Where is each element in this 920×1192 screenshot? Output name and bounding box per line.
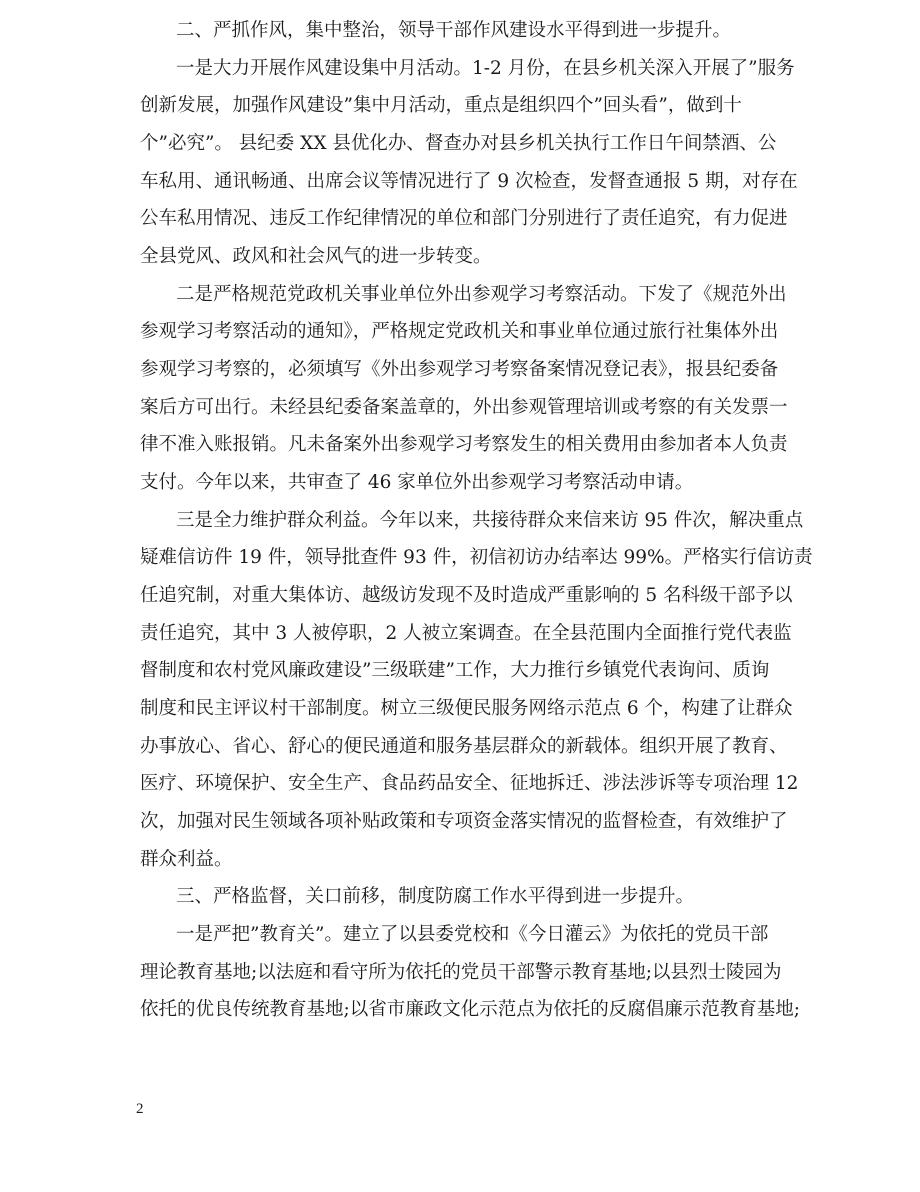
paragraph-line: 群众利益。 bbox=[140, 849, 233, 870]
paragraph-line: 三是全力维护群众利益。今年以来，共接待群众来信来访 95 件次，解决重点 bbox=[176, 510, 804, 531]
paragraph-line: 律不准入账报销。凡未备案外出参观学习考察发生的相关费用由参加者本人负责 bbox=[140, 434, 788, 455]
paragraph-line: 责任追究，其中 3 人被停职，2 人被立案调查。在全县范围内全面推行党代表监 bbox=[140, 623, 792, 644]
section-heading: 二、严抓作风，集中整治，领导干部作风建设水平得到进一步提升。 bbox=[176, 20, 732, 41]
page-number: 2 bbox=[136, 1101, 144, 1117]
paragraph-line: 车私用、通讯畅通、出席会议等情况进行了 9 次检查，发督查通报 5 期，对存在 bbox=[140, 171, 798, 192]
section-heading: 三、严格监督，关口前移，制度防腐工作水平得到进一步提升。 bbox=[176, 886, 695, 907]
paragraph-line: 全县党风、政风和社会风气的进一步转变。 bbox=[140, 246, 492, 267]
paragraph-line: 理论教育基地;以法庭和看守所为依托的党员干部警示教育基地;以县烈士陵园为 bbox=[140, 962, 782, 983]
paragraph-line: 创新发展，加强作风建设”集中月活动，重点是组织四个”回头看”，做到十 bbox=[140, 95, 742, 116]
paragraph-line: 参观学习考察的，必须填写《外出参观学习考察备案情况登记表》，报县纪委备 bbox=[140, 359, 779, 380]
paragraph-line: 公车私用情况、违反工作纪律情况的单位和部门分别进行了责任追究，有力促进 bbox=[140, 208, 788, 229]
paragraph-line: 医疗、环境保护、安全生产、食品药品安全、征地拆迁、涉法涉诉等专项治理 12 bbox=[140, 773, 799, 794]
paragraph-line: 任追究制，对重大集体访、越级访发现不及时造成严重影响的 5 名科级干部予以 bbox=[140, 585, 793, 606]
paragraph-line: 督制度和农村党风廉政建设”三级联建”工作，大力推行乡镇党代表询问、质询 bbox=[140, 660, 770, 681]
paragraph-line: 疑难信访件 19 件，领导批查件 93 件，初信初访办结率达 99%。严格实行信访责 bbox=[140, 547, 813, 568]
paragraph-line: 二是严格规范党政机关事业单位外出参观学习考察活动。下发了《规范外出 bbox=[176, 284, 787, 305]
paragraph-line: 次，加强对民生领域各项补贴政策和专项资金落实情况的监督检查，有效维护了 bbox=[140, 811, 788, 832]
paragraph-line: 案后方可出行。未经县纪委备案盖章的，外出参观管理培训或考察的有关发票一 bbox=[140, 397, 788, 418]
paragraph-line: 办事放心、省心、舒心的便民通道和服务基层群众的新载体。组织开展了教育、 bbox=[140, 736, 788, 757]
paragraph-line: 制度和民主评议村干部制度。树立三级便民服务网络示范点 6 个，构建了让群众 bbox=[140, 698, 793, 719]
paragraph-line: 支付。今年以来，共审查了 46 家单位外出参观学习考察活动申请。 bbox=[140, 472, 694, 493]
paragraph-line: 一是严把”教育关”。建立了以县委党校和《今日灌云》为依托的党员干部 bbox=[176, 924, 769, 945]
paragraph-line: 个”必究”。 县纪委 XX 县优化办、督查办对县乡机关执行工作日午间禁酒、公 bbox=[140, 133, 777, 154]
paragraph-line: 一是大力开展作风建设集中月活动。1-2 月份，在县乡机关深入开展了”服务 bbox=[176, 58, 795, 79]
paragraph-line: 依托的优良传统教育基地;以省市廉政文化示范点为依托的反腐倡廉示范教育基地; bbox=[140, 999, 800, 1020]
paragraph-line: 参观学习考察活动的通知》，严格规定党政机关和事业单位通过旅行社集体外出 bbox=[140, 321, 779, 342]
